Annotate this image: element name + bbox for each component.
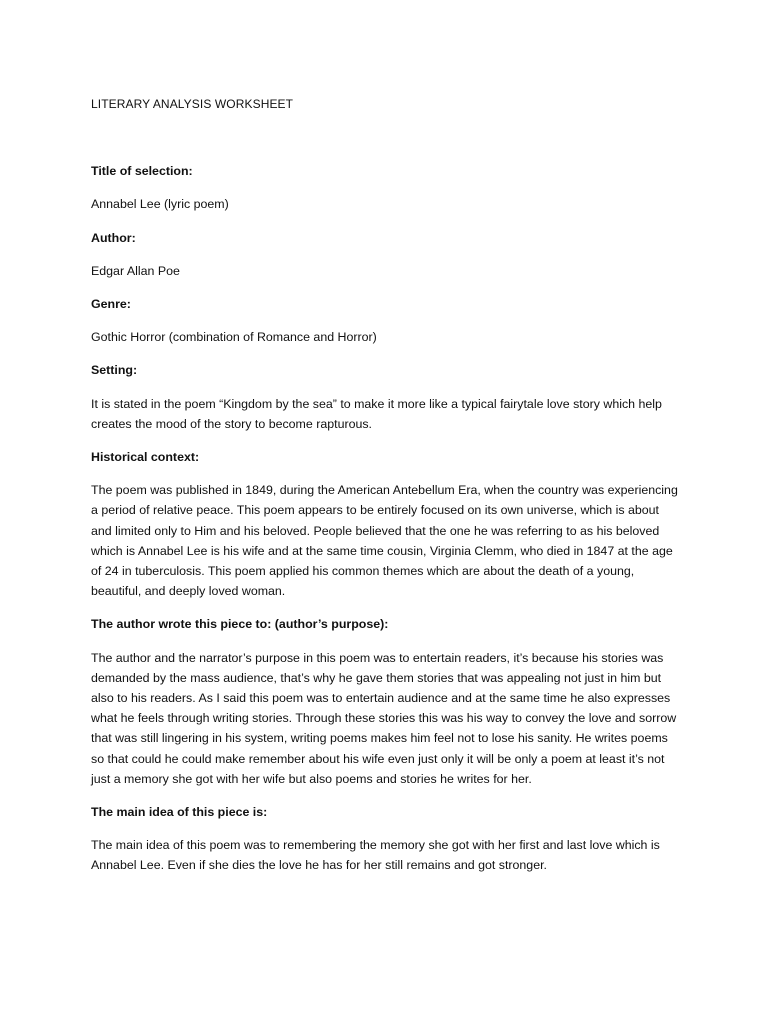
value-author: Edgar Allan Poe: [91, 263, 180, 278]
label-genre: Genre:: [91, 297, 131, 312]
worksheet-page: [91, 94, 683, 876]
value-genre: Gothic Horror (combination of Romance and Horror): [91, 330, 377, 345]
value-main-idea: The main idea of this poem was to remembering the memory she got with her first and last love which is Annabel Lee. Even if she dies the love he has for her still remains and got stronger.: [91, 838, 660, 873]
document-title: LITERARY ANALYSIS WORKSHEET: [91, 97, 294, 111]
label-setting: Setting:: [91, 363, 138, 378]
value-authors-purpose: The author and the narrator’s purpose in this poem was to entertain readers, it’s because his stories was demanded by the mass audience, that’s why he gave them stories that was appealing not just in him but also to his readers. As I said this poem was to entertain audience and at the same time he also expresses what he feels through writing stories. Through these stories this was his way to convey the love and sorrow that was still lingering in his system, writing poems makes him feel not to lose his sanity. He writes poems so that could he could make remember about his wife even just only it will be only a poem at least it’s not just a memory she got with her wife but also poems and stories he writes for her.: [91, 650, 677, 786]
label-title-of-selection: Title of selection:: [91, 164, 193, 179]
label-authors-purpose: The author wrote this piece to: (author’s purpose):: [91, 617, 389, 632]
value-title-of-selection: Annabel Lee (lyric poem): [91, 197, 229, 212]
value-historical-context: The poem was published in 1849, during the American Antebellum Era, when the country was experiencing a period of relative peace. This poem appears to be entirely focused on its own universe, which is about and limited only to Him and his beloved. People believed that the one he was referring to as his beloved which is Annabel Lee is his wife and at the same time cousin, Virginia Clemm, who died in 1847 at the age of 24 in tuberculosis. This poem applied his common themes which are about the death of a young, beautiful, and deeply loved woman.: [91, 483, 678, 599]
label-main-idea: The main idea of this piece is:: [91, 805, 268, 820]
value-setting: It is stated in the poem “Kingdom by the sea” to make it more like a typical fairytale love story which help creates the mood of the story to become rapturous.: [91, 396, 662, 431]
label-historical-context: Historical context:: [91, 450, 200, 465]
label-author: Author:: [91, 230, 136, 245]
